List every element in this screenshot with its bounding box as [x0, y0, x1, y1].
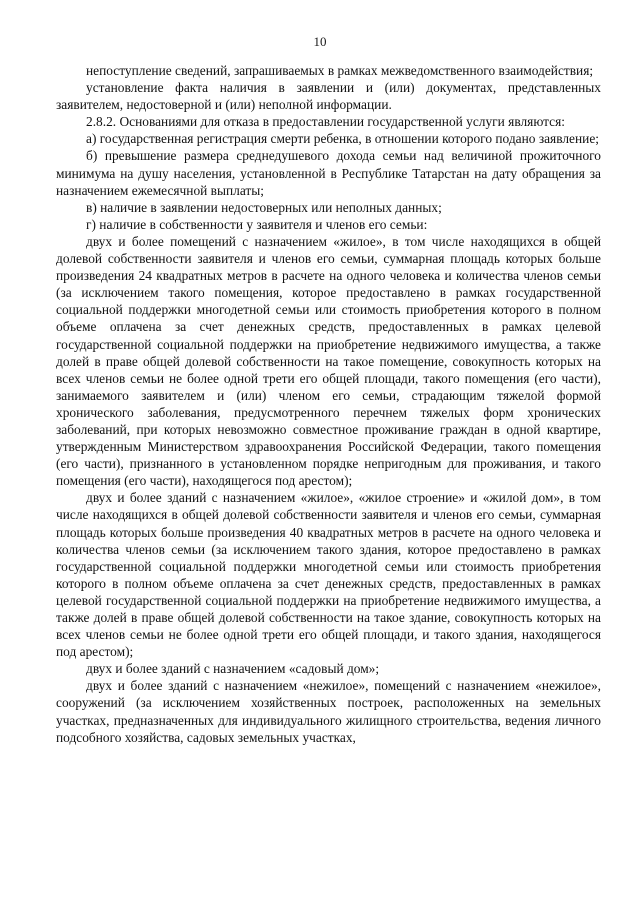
paragraph-8: двух и более помещений с назначением «жилое», в том числе находящихся в общей долевой собственности заявителя и членов его семьи, суммарная площадь которых больше произведения 24 квадратных метров в расчете на одного человека и количества членов семьи (за исключением такого помещения, которое предоставлено в рамках государственной социальной поддержки многодетной семьи или стоимость приобретения которого в полном объеме оплачена за счет денежных средств, предоставленных в рамках целевой государственной социальной поддержки на приобретение недвижимого имущества, а также долей в праве общей долевой собственности на такое помещение, совокупность которых на всех членов семьи не более одной трети его общей площади, такого помещения (его части), занимаемого заявителем и (или) членом его семьи, страдающим тяжелой формой хронического заболевания, предусмотренного перечнем тяжелых форм хронических заболеваний, при которых невозможно совместное проживание граждан в одной квартире, утвержденным Министерством здравоохранения Российской Федерации, такого помещения (его части), признанного в установленном порядке непригодным для проживания, и такого помещения (его части), находящегося под арестом);	[56, 233, 601, 489]
paragraph-6: в) наличие в заявлении недостоверных или неполных данных;	[86, 199, 442, 215]
document-body	[56, 62, 601, 746]
paragraph-2: установление факта наличия в заявлении и (или) документах, представленных заявителем, недостоверной и (или) неполной информации.	[56, 80, 601, 113]
paragraph-11: двух и более зданий с назначением «нежилое», помещений с назначением «нежилое», сооружений (за исключением хозяйственных построек, расположенных на земельных участках, предназначенных для индивидуального жилищного строительства, ведения личного подсобного хозяйства, садовых земельных участках,	[56, 678, 601, 745]
page-number: 10	[313, 34, 327, 49]
paragraph-5: б) превышение размера среднедушевого дохода семьи над величиной прожиточного минимума на душу населения, установленной в Республике Татарстан на дату обращения за назначением ежемесячной выплаты;	[56, 148, 601, 198]
paragraph-10: двух и более зданий с назначением «садовый дом»;	[86, 661, 380, 677]
paragraph-3: 2.8.2. Основаниями для отказа в предоставлении государственной услуги являются:	[86, 114, 565, 130]
paragraph-1: непоступление сведений, запрашиваемых в рамках межведомственного взаимодействия;	[86, 63, 594, 78]
paragraph-4: а) государственная регистрация смерти ребенка, в отношении которого подано заявление;	[86, 131, 599, 147]
paragraph-7: г) наличие в собственности у заявителя и членов его семьи:	[86, 216, 428, 232]
paragraph-9: двух и более зданий с назначением «жилое», «жилое строение» и «жилой дом», в том числе находящихся в общей долевой собственности заявителя и членов его семьи, суммарная площадь которых больше произведения 40 квадратных метров в расчете на одного человека и количества членов семьи (за исключением такого здания, которое предоставлено в рамках государственной социальной поддержки многодетной семьи или стоимость приобретения которого в полном объеме оплачена за счет денежных средств, предоставленных в рамках целевой государственной социальной поддержки на приобретение недвижимого имущества, а также долей в праве общей долевой собственности на такое здание, совокупность которых на всех членов семьи не более одной трети его общей площади, и такого здания, находящегося под арестом);	[56, 490, 601, 660]
